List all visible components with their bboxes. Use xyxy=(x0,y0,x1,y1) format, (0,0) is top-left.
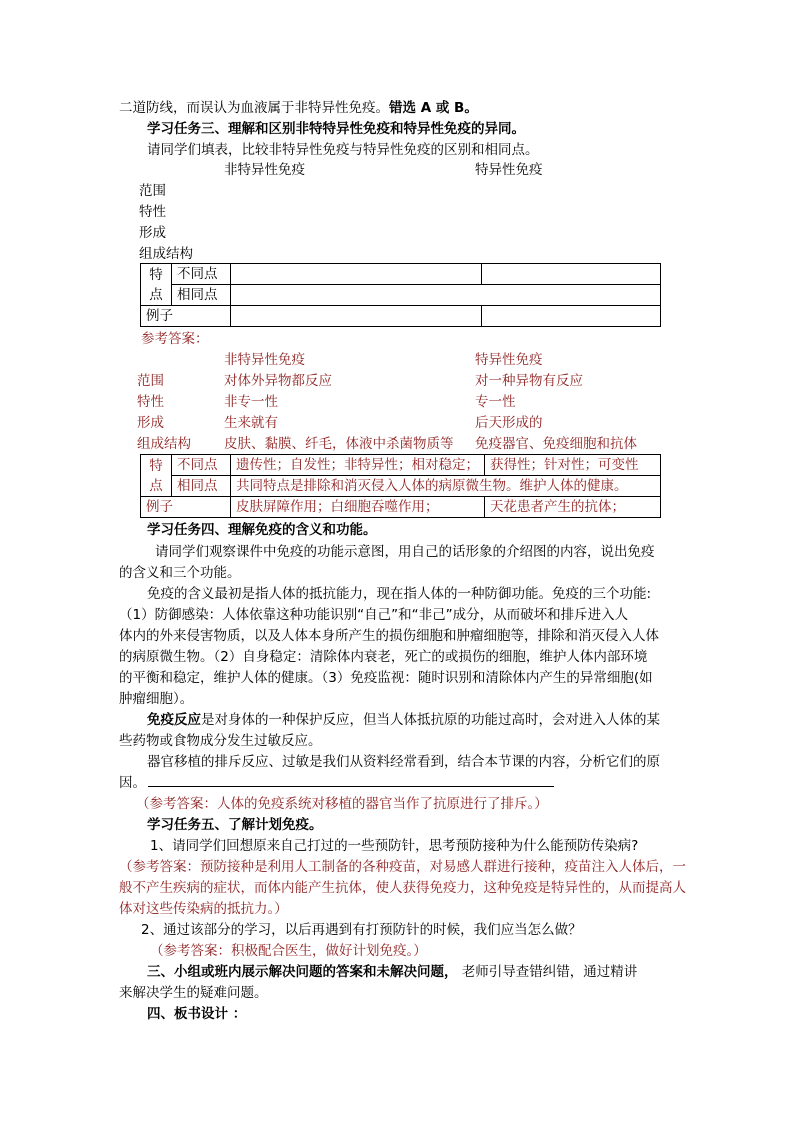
immune-reaction-line xyxy=(147,710,660,730)
table-row xyxy=(141,497,661,518)
immune-reaction-term: 免疫反应 xyxy=(147,712,201,728)
question-line: 器官移植的排斥反应、过敏是我们从资料经常看到，结合本节课的内容，分析它们的原 xyxy=(147,754,660,770)
task4-paragraph-line: 肿瘤细胞）。 xyxy=(119,691,194,707)
task4-answer: （参考答案：人体的免疫系统对移植的器官当作了抗原进行了排斥。） xyxy=(136,796,548,812)
same-label: 相同点 xyxy=(172,476,231,497)
task5-answer: （参考答案：积极配合医生，做好计划免疫。） xyxy=(150,943,427,959)
answer-col-nonspecific: 非特异性免疫 xyxy=(224,352,305,368)
blank-cell xyxy=(482,306,661,327)
blank-cell xyxy=(231,264,482,285)
blank-row-label: 范围 xyxy=(139,183,166,199)
task5-heading: 学习任务五、了解计划免疫。 xyxy=(147,817,323,833)
task4-heading: 学习任务四、理解免疫的含义和功能。 xyxy=(147,522,377,538)
feature-te: 特 xyxy=(149,457,163,474)
intro-bold-text: 错选 A 或 B。 xyxy=(389,100,478,116)
answer-row-nonspecific: 非专一性 xyxy=(224,394,278,410)
task4-paragraph-line: （1）防御感染：人体依靠这种功能识别“自己”和“非己”成分，从而破坏和排斥进入人 xyxy=(119,607,629,623)
answer-row-label: 组成结构 xyxy=(137,436,191,452)
answer-label: 参考答案： xyxy=(141,331,209,347)
task3-heading: 学习任务三、理解和区别非特特异性免疫和特异性免疫的异同。 xyxy=(147,121,525,137)
table-row xyxy=(141,476,661,497)
question-line: 因。 xyxy=(119,775,146,791)
task5-answer-line: 体对这些传染病的抵抗力。） xyxy=(119,901,288,917)
task5-answer-line: 般不产生疾病的症状，而体内能产生抗体，使人获得免疫力，这种免疫是特异性的，从而提高人 xyxy=(119,880,686,896)
intro-text: 二道防线，而误认为血液属于非特异性免疫。 xyxy=(119,100,389,116)
task3-instruction: 请同学们填表，比较非特异性免疫与特异性免疫的区别和相同点。 xyxy=(147,142,539,158)
task4-paragraph-line: 的病原微生物。（2）自身稳定：清除体内衰老，死亡的或损伤的细胞，维护人体内部环境 xyxy=(119,649,648,665)
answer-row-specific: 后天形成的 xyxy=(475,415,543,431)
blank-row-label: 形成 xyxy=(139,225,166,241)
immune-reaction-text: 是对身体的一种保护反应，但当人体抵抗原的功能过高时，会对进入人体的某 xyxy=(201,712,660,728)
answer-row-nonspecific: 对体外异物都反应 xyxy=(224,373,332,389)
answer-blank-line xyxy=(148,786,554,787)
diff-label: 不同点 xyxy=(172,264,231,285)
feature-cell xyxy=(141,264,172,306)
section3-line: 来解决学生的疑难问题。 xyxy=(119,985,268,1001)
answer-row-nonspecific: 生来就有 xyxy=(224,415,278,431)
section3-heading: 三、小组或班内展示解决问题的答案和未解决问题， xyxy=(147,964,458,980)
blank-cell xyxy=(231,285,661,306)
table-row xyxy=(141,455,661,476)
same-label: 相同点 xyxy=(172,285,231,306)
diff-nonspecific-cell: 遗传性；自发性；非特异性；相对稳定； xyxy=(231,455,485,476)
answer-row-nonspecific: 皮肤、黏膜、纤毛，体液中杀菌物质等 xyxy=(224,436,454,452)
example-nonspecific-cell: 皮肤屏障作用；白细胞吞噬作用； xyxy=(231,497,485,518)
example-label: 例子 xyxy=(141,306,231,327)
feature-dian: 点 xyxy=(149,477,163,494)
answer-col-specific: 特异性免疫 xyxy=(475,352,543,368)
answer-comparison-table xyxy=(140,454,661,518)
feature-te: 特 xyxy=(149,266,163,283)
answer-row-specific: 免疫器官、免疫细胞和抗体 xyxy=(475,436,637,452)
answer-row-label: 形成 xyxy=(137,415,164,431)
blank-col-specific: 特异性免疫 xyxy=(475,162,543,178)
diff-specific-cell: 获得性；针对性；可变性 xyxy=(485,455,661,476)
table-row xyxy=(141,306,661,327)
task5-answer-line: （参考答案：预防接种是利用人工制备的各种疫苗，对易感人群进行接种，疫苗注入人体后，一 xyxy=(119,859,686,875)
blank-comparison-table xyxy=(140,263,661,327)
section3-text: 老师引导查错纠错，通过精讲 xyxy=(457,964,638,980)
task5-question: 1、请同学们回想原来自己打过的一些预防针，思考预防接种为什么能预防传染病? xyxy=(150,838,639,854)
blank-cell xyxy=(482,264,661,285)
task5-question: 2、通过该部分的学习，以后再遇到有打预防针的时候，我们应当怎么做？ xyxy=(141,922,582,938)
task4-instruction-line: 的含义和三个功能。 xyxy=(119,565,241,581)
task4-paragraph-line: 的平衡和稳定，维护人体的健康。（3）免疫监视：随时识别和清除体内产生的异常细胞(如 xyxy=(119,670,653,686)
task4-paragraph-line: 免疫的含义最初是指人体的抵抗能力，现在指人体的一种防御功能。免疫的三个功能: xyxy=(147,586,652,602)
same-cell: 共同特点是排除和消灭侵入人体的病原微生物。维护人体的健康。 xyxy=(231,476,661,497)
example-specific-cell: 天花患者产生的抗体； xyxy=(485,497,661,518)
answer-row-label: 特性 xyxy=(137,394,164,410)
intro-line xyxy=(119,98,478,118)
feature-cell xyxy=(141,455,172,497)
section4-heading: 四、板书设计 ： xyxy=(147,1006,247,1022)
immune-reaction-line: 些药物或食物成分发生过敏反应。 xyxy=(119,733,322,749)
diff-label: 不同点 xyxy=(172,455,231,476)
task4-instruction-line: 请同学们观察课件中免疫的功能示意图，用自己的话形象的介绍图的内容，说出免疫 xyxy=(155,544,655,560)
example-label: 例子 xyxy=(141,497,231,518)
blank-row-label: 组成结构 xyxy=(139,246,193,262)
table-row xyxy=(141,285,661,306)
answer-row-specific: 对一种异物有反应 xyxy=(475,373,583,389)
answer-row-label: 范围 xyxy=(137,373,164,389)
table-row xyxy=(141,264,661,285)
task4-paragraph-line: 体内的外来侵害物质，以及人体本身所产生的损伤细胞和肿瘤细胞等，排除和消灭侵入人体 xyxy=(119,628,659,644)
section3-line xyxy=(147,962,637,982)
blank-cell xyxy=(231,306,482,327)
answer-row-specific: 专一性 xyxy=(475,394,516,410)
blank-col-nonspecific: 非特异性免疫 xyxy=(224,162,305,178)
blank-row-label: 特性 xyxy=(139,204,166,220)
feature-dian: 点 xyxy=(149,286,163,303)
